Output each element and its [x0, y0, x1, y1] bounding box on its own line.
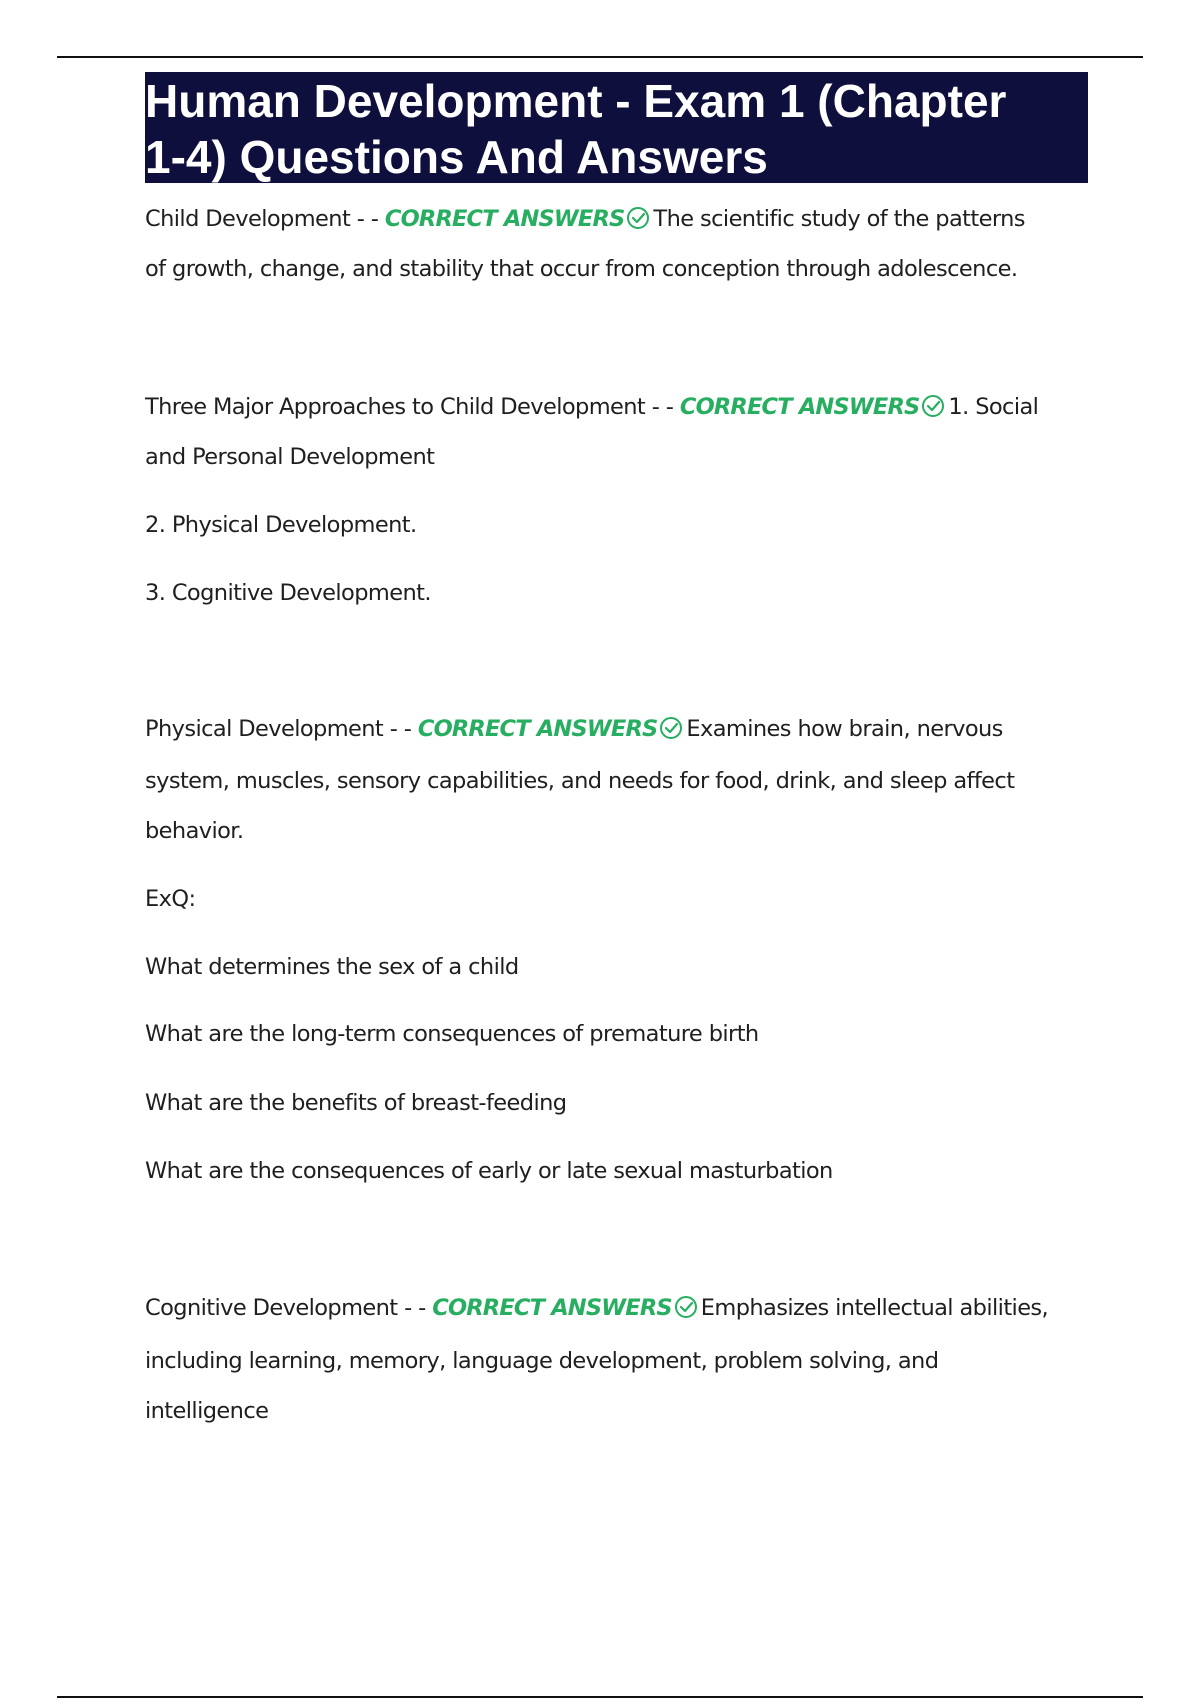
entry-3-extra-4: What are the benefits of breast-feeding: [145, 1090, 567, 1116]
bottom-rule: [57, 1696, 1143, 1698]
entry-2-extra-1: 2. Physical Development.: [145, 512, 417, 538]
entry-1-line-1: [145, 206, 1025, 232]
entry-1-line-2: of growth, change, and stability that occur from conception through adolescence.: [145, 256, 1018, 282]
title-line-2: 1-4) Questions And Answers: [145, 131, 768, 183]
entry-answer: Examines how brain, nervous: [686, 716, 1003, 742]
correct-answers-label: CORRECT ANSWERS: [417, 716, 658, 742]
entry-2-line-1: [145, 394, 1038, 420]
separator: - -: [397, 1295, 433, 1321]
entry-3-extra-1: ExQ:: [145, 886, 196, 912]
entry-3-line-3: behavior.: [145, 818, 244, 844]
entry-3-line-2: system, muscles, sensory capabilities, and needs for food, drink, and sleep affect: [145, 768, 1015, 794]
entry-2-extra-2: 3. Cognitive Development.: [145, 580, 431, 606]
separator: - -: [645, 394, 680, 420]
page-title: [145, 72, 1088, 183]
entry-answer: The scientific study of the patterns: [653, 206, 1025, 232]
check-badge-icon: [920, 394, 946, 418]
check-badge-icon: [658, 716, 684, 740]
title-line-1: Human Development - Exam 1 (Chapter: [145, 75, 1007, 127]
correct-answers-label: CORRECT ANSWERS: [679, 394, 920, 420]
entry-2-line-2: and Personal Development: [145, 444, 435, 470]
entry-4-line-2: including learning, memory, language development, problem solving, and: [145, 1348, 939, 1374]
correct-answers-label: CORRECT ANSWERS: [384, 206, 625, 232]
entry-3-extra-2: What determines the sex of a child: [145, 954, 519, 980]
page-content: [145, 72, 1090, 183]
entry-4-line-1: [145, 1295, 1048, 1321]
separator: - -: [350, 206, 385, 232]
entry-term: Cognitive Development: [145, 1295, 398, 1321]
entry-3-extra-3: What are the long-term consequences of premature birth: [145, 1021, 759, 1047]
entry-3-extra-5: What are the consequences of early or late sexual masturbation: [145, 1158, 833, 1184]
entry-term: Three Major Approaches to Child Development: [145, 394, 646, 420]
entry-answer: Emphasizes intellectual abilities,: [700, 1295, 1049, 1321]
entry-term: Physical Development: [145, 716, 384, 742]
entry-3-line-1: [145, 716, 1003, 742]
correct-answers-label: CORRECT ANSWERS: [432, 1295, 672, 1321]
check-badge-icon: [625, 206, 651, 230]
entry-answer: 1. Social: [948, 394, 1039, 420]
top-rule: [57, 56, 1143, 58]
entry-term: Child Development: [145, 206, 351, 232]
check-badge-icon: [673, 1295, 699, 1319]
entry-4-line-3: intelligence: [145, 1398, 269, 1424]
separator: - -: [383, 716, 418, 742]
